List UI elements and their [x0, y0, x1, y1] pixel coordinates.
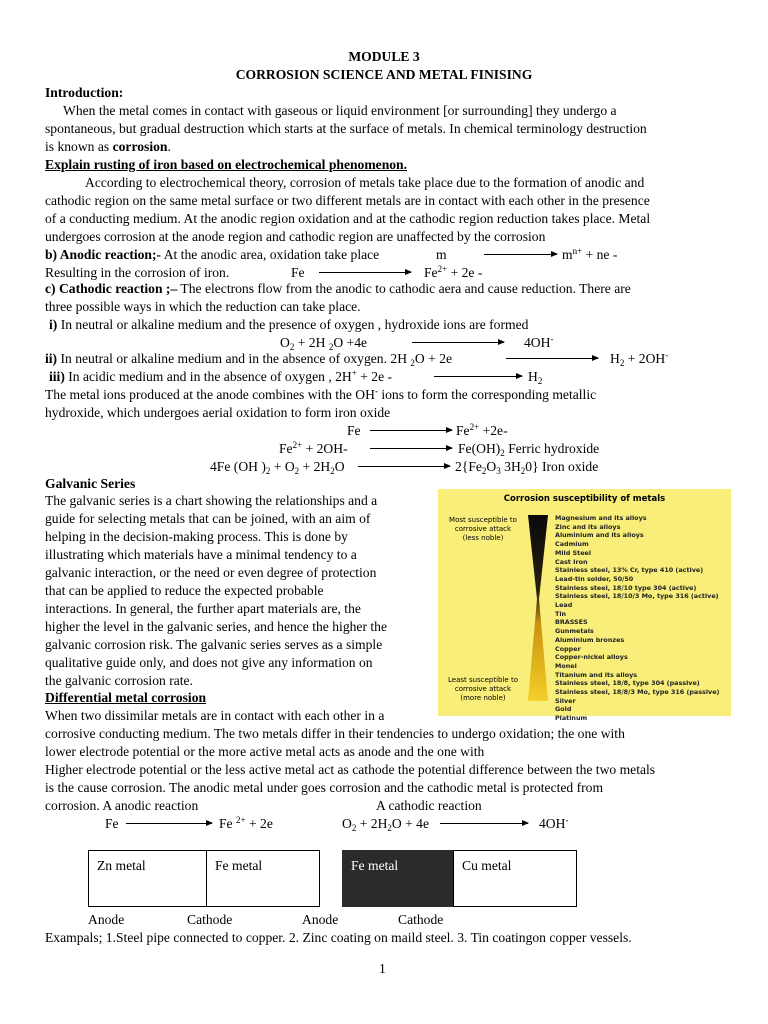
metal-list-item: Stainless steel, 18/8, type 304 (passive) [555, 679, 700, 688]
anodic-product [562, 246, 617, 264]
text-span: 4OH [539, 816, 566, 831]
text-line: the galvanic corrosion rate. [45, 673, 193, 688]
eq1-right [456, 422, 508, 440]
fe-metal-box-dark: Fe metal [342, 850, 454, 907]
case-label: ii) [45, 351, 58, 366]
metal-list-item: Magnesium and its alloys [555, 514, 647, 522]
arrow-icon [412, 342, 504, 343]
metal-list-item: Stainless steel, 18/10 type 304 (active) [555, 583, 697, 592]
superscript: - [374, 386, 378, 396]
text-line: When the metal comes in contact with gaseous or liquid environment [or surrounding] they undergo a [63, 103, 617, 118]
bold-term: corrosion [112, 139, 168, 154]
text-span: + 2e - [356, 369, 393, 384]
text-line: qualitative guide only, and does not give any information on [45, 655, 373, 670]
metal-list-item: Stainless steel, 18/10/3 Mo, type 316 (active) [555, 592, 719, 601]
text-line: cathodic region on the same metal surface or two different metals are in contact with each other in the presence [45, 193, 650, 208]
differential-paragraph [45, 725, 723, 797]
arrow-icon [440, 823, 528, 824]
text-span: The metal ions produced at the anode combines with the OH [45, 387, 375, 402]
image-title: Corrosion susceptibility of metals [503, 494, 666, 504]
text-line: According to electrochemical theory, corrosion of metals take place due to the formation of anodic and [85, 175, 645, 190]
most-susceptible-label: Most susceptible to corrosive attack (less noble) [449, 516, 517, 542]
subscript: 2 [330, 466, 335, 476]
metal-list-item: Stainless steel, 13% Cr, type 410 (active) [555, 566, 704, 575]
subscript: 2 [294, 466, 300, 476]
anodic-m: m [436, 247, 447, 262]
text-line: higher the level in the galvanic series, and hence the higher the [45, 619, 387, 634]
subscript: 2 [537, 376, 543, 386]
case-i [49, 316, 528, 334]
superscript: n+ [572, 246, 583, 256]
text-line: galvanic interaction, or the need or even degree of protection [45, 565, 377, 580]
text-span: Fe [279, 441, 293, 456]
text-line: that can be applied to reduce the expected probable [45, 583, 324, 598]
metal-list-item: Monel [555, 661, 577, 670]
anodic-reaction-label: corrosion. A anodic reaction [45, 798, 199, 813]
subscript: 2 [619, 358, 625, 368]
text-span: Ferric hydroxide [504, 441, 600, 456]
superscript: 2+ [437, 264, 448, 274]
case-ii [45, 350, 452, 368]
superscript: 2+ [469, 422, 480, 432]
page-number: 1 [379, 961, 386, 976]
text-span: is known as [45, 139, 113, 154]
anodic-result: Resulting in the corrosion of iron. [45, 265, 230, 280]
text-span: + ne - [582, 247, 618, 262]
text-line: interactions. In general, the further apart materials are, the [45, 601, 361, 616]
metal-list-item: Stainless steel, 18/8/3 Mo, type 316 (passive) [555, 688, 720, 697]
text-span: + 2OH [624, 351, 666, 366]
text-span: O [486, 459, 497, 474]
subscript: 2 [328, 342, 334, 352]
text-line: corrosive conducting medium. The two metals differ in their tendencies to undergo oxidation; the one with [45, 726, 625, 741]
metal-list-item: Gold [555, 705, 572, 714]
diff-eq-c-right [539, 815, 568, 833]
text-line: The galvanic series is a chart showing the relationships and a [45, 493, 378, 508]
anode-label: Anode [88, 912, 125, 927]
text-span: . [167, 139, 171, 154]
subscript: 2 [520, 466, 526, 476]
arrow-icon [434, 376, 522, 377]
metal-list-item: Platinum [555, 714, 588, 723]
arrow-icon [370, 448, 452, 449]
anodic-label: b) Anodic reaction;- [45, 247, 162, 262]
text-span: O [342, 816, 352, 831]
zn-metal-box: Zn metal [88, 850, 207, 907]
superscript: - [665, 350, 669, 360]
text-line: is the cause corrosion. The anodic metal under goes corrosion and the cathodic metal is protected from [45, 780, 604, 795]
cathode-label: Cathode [187, 912, 233, 927]
superscript: 2+ [236, 815, 246, 825]
text-line: hydroxide, which undergoes aerial oxidation to form iron oxide [45, 405, 391, 420]
case-iii-product [528, 368, 542, 386]
superscript: + [351, 368, 357, 378]
superscript: - [565, 815, 569, 825]
text-span: At the anodic area, oxidation take place [161, 247, 380, 262]
text-line: lower electrode potential or the more active metal acts as anode and the one with [45, 744, 485, 759]
text-span: + 2e - [447, 265, 483, 280]
arrow-icon [370, 430, 452, 431]
text-span: 4OH [524, 335, 551, 350]
text-span: O [334, 459, 345, 474]
text-span: + O [270, 459, 295, 474]
metal-list-item: Aluminium bronzes [555, 635, 625, 644]
metal-list-item: Gunmetals [555, 627, 594, 636]
text-line: Higher electrode potential or the less active metal act as cathode the potential difference between the two metals [45, 762, 656, 777]
diff-eq-a-right [219, 815, 273, 833]
intro-heading: Introduction: [45, 85, 124, 100]
subscript: 2 [265, 466, 271, 476]
least-susceptible-label: Least susceptible to corrosive attack (more noble) [448, 676, 518, 702]
differential-heading: Differential metal corrosion [45, 690, 207, 705]
text-span: Fe(OH) [458, 441, 501, 456]
text-span: O [280, 335, 290, 350]
diff-eq-c-left [342, 815, 429, 833]
intro-paragraph [45, 102, 723, 156]
subscript: 2 [481, 466, 487, 476]
eq2-left [279, 440, 348, 458]
text-span: O + 4e [391, 816, 430, 831]
metal-list-item: Silver [555, 696, 576, 705]
text-span: The electrons flow from the anodic to cathodic aera and cause reduction. There are [177, 281, 631, 296]
metal-list-item: Lead [555, 601, 573, 610]
superscript: - [550, 334, 554, 344]
text-span: In neutral or alkaline medium and the presence of oxygen , hydroxide ions are formed [57, 317, 529, 332]
text-span: ions to form the corresponding metallic [377, 387, 597, 402]
metal-list-item: Aluminium and its alloys [555, 531, 644, 540]
text-span: + 2e [245, 816, 273, 831]
text-span: 4Fe (OH ) [210, 459, 266, 474]
anodic-line [45, 246, 379, 264]
text-span: Fe [219, 816, 236, 831]
text-span: H [528, 369, 538, 384]
galvanic-heading: Galvanic Series [45, 476, 136, 491]
metal-list-item: Titanium and its alloys [555, 670, 638, 679]
metal-list-item: Zinc and its alloys [555, 522, 621, 531]
case-ii-product [610, 350, 668, 368]
examples-line: Exampals; 1.Steel pipe connected to copper. 2. Zinc coating on maild steel. 3. Tin coatingon copper vessels. [45, 930, 632, 945]
text-span: O + 2e [414, 351, 453, 366]
page-title: CORROSION SCIENCE AND METAL FINISING [235, 67, 533, 82]
text-span: + 2H [356, 816, 388, 831]
case-i-product [524, 334, 553, 352]
cu-metal-box: Cu metal [453, 850, 577, 907]
eq3-right [455, 458, 598, 476]
text-line: of a conducting medium. At the anodic region oxidation and at the cathodic region reduction takes place. Metal [45, 211, 651, 226]
arrow-icon [126, 823, 212, 824]
metal-list-item: Tin [555, 609, 567, 618]
fe-reactant: Fe [291, 265, 305, 280]
text-line: undergoes corrosion at the anode region and cathodic region are unaffected by the corrosion [45, 229, 546, 244]
text-span: Fe [456, 423, 470, 438]
corrosion-susceptibility-image [438, 489, 731, 723]
text-span: Fe [424, 265, 438, 280]
text-line: When two dissimilar metals are in contact with each other in a [45, 708, 385, 723]
metal-list-item: Copper [555, 644, 581, 653]
text-span: 3H [500, 459, 521, 474]
text-span: m [562, 247, 573, 262]
subscript: 2 [351, 823, 357, 833]
subscript: 3 [496, 466, 501, 476]
cathodic-label: c) Cathodic reaction ;– [45, 281, 178, 296]
superscript: 2+ [292, 440, 303, 450]
metal-ions-paragraph [45, 386, 723, 422]
metal-list-item: BRASSES [555, 618, 588, 627]
text-span: In acidic medium and in the absence of oxygen , 2H [64, 369, 352, 384]
text-span: + 2H [294, 335, 329, 350]
text-line: galvanic corrosion risk. The galvanic series serves as a simple [45, 637, 383, 652]
text-span: + 2OH- [302, 441, 348, 456]
case-label: i) [49, 317, 58, 332]
cathodic-reaction-label: A cathodic reaction [376, 798, 482, 813]
galvanic-paragraph [45, 492, 429, 690]
arrow-icon [484, 254, 557, 255]
arrow-icon [506, 358, 598, 359]
subscript: 2 [500, 448, 505, 458]
subscript: 2 [387, 823, 392, 833]
text-span: 0} Iron oxide [525, 459, 599, 474]
case-iii [49, 368, 392, 386]
text-span: +2e- [479, 423, 508, 438]
metal-list-item: Mild Steel [555, 548, 592, 557]
text-line: illustrating which materials have a minimal tendency to a [45, 547, 357, 562]
text-span: H [610, 351, 620, 366]
eq1-left: Fe [347, 423, 361, 438]
metal-list-item: Cast Iron [555, 557, 588, 566]
cathode-label: Cathode [398, 912, 444, 927]
anode-label: Anode [302, 912, 339, 927]
subscript: 2 [289, 342, 295, 352]
text-span: O +4e [333, 335, 368, 350]
text-span: + 2H [299, 459, 331, 474]
rusting-paragraph [45, 174, 723, 246]
text-span: 2{Fe [455, 459, 482, 474]
text-line: spontaneous, but gradual destruction which starts at the surface of metals. In chemical terminology destruction [45, 121, 647, 136]
cathodic-paragraph [45, 280, 723, 316]
text-line: three possible ways in which the reduction can take place. [45, 299, 361, 314]
subscript: 2 [410, 358, 415, 368]
metal-list [555, 514, 719, 723]
case-label: iii) [49, 369, 65, 384]
rusting-heading: Explain rusting of iron based on electrochemical phenomenon. [45, 157, 408, 172]
arrow-icon [358, 466, 450, 467]
metal-list-item: Cadmium [555, 540, 589, 549]
metal-list-item: Copper-nickel alloys [555, 653, 628, 662]
fe-metal-box: Fe metal [206, 850, 320, 907]
text-span: In neutral or alkaline medium and in the absence of oxygen. 2H [57, 351, 411, 366]
text-line: helping in the decision-making process. This is done by [45, 529, 348, 544]
eq2-right [458, 440, 599, 458]
text-line: guide for selecting metals that can be joined, with an aim of [45, 511, 371, 526]
metal-list-item: Lead-tin solder, 50/50 [555, 574, 634, 583]
arrow-icon [319, 272, 411, 273]
diff-eq-a-left: Fe [105, 816, 119, 831]
eq3-left [210, 458, 345, 476]
module-heading: MODULE 3 [348, 49, 420, 64]
